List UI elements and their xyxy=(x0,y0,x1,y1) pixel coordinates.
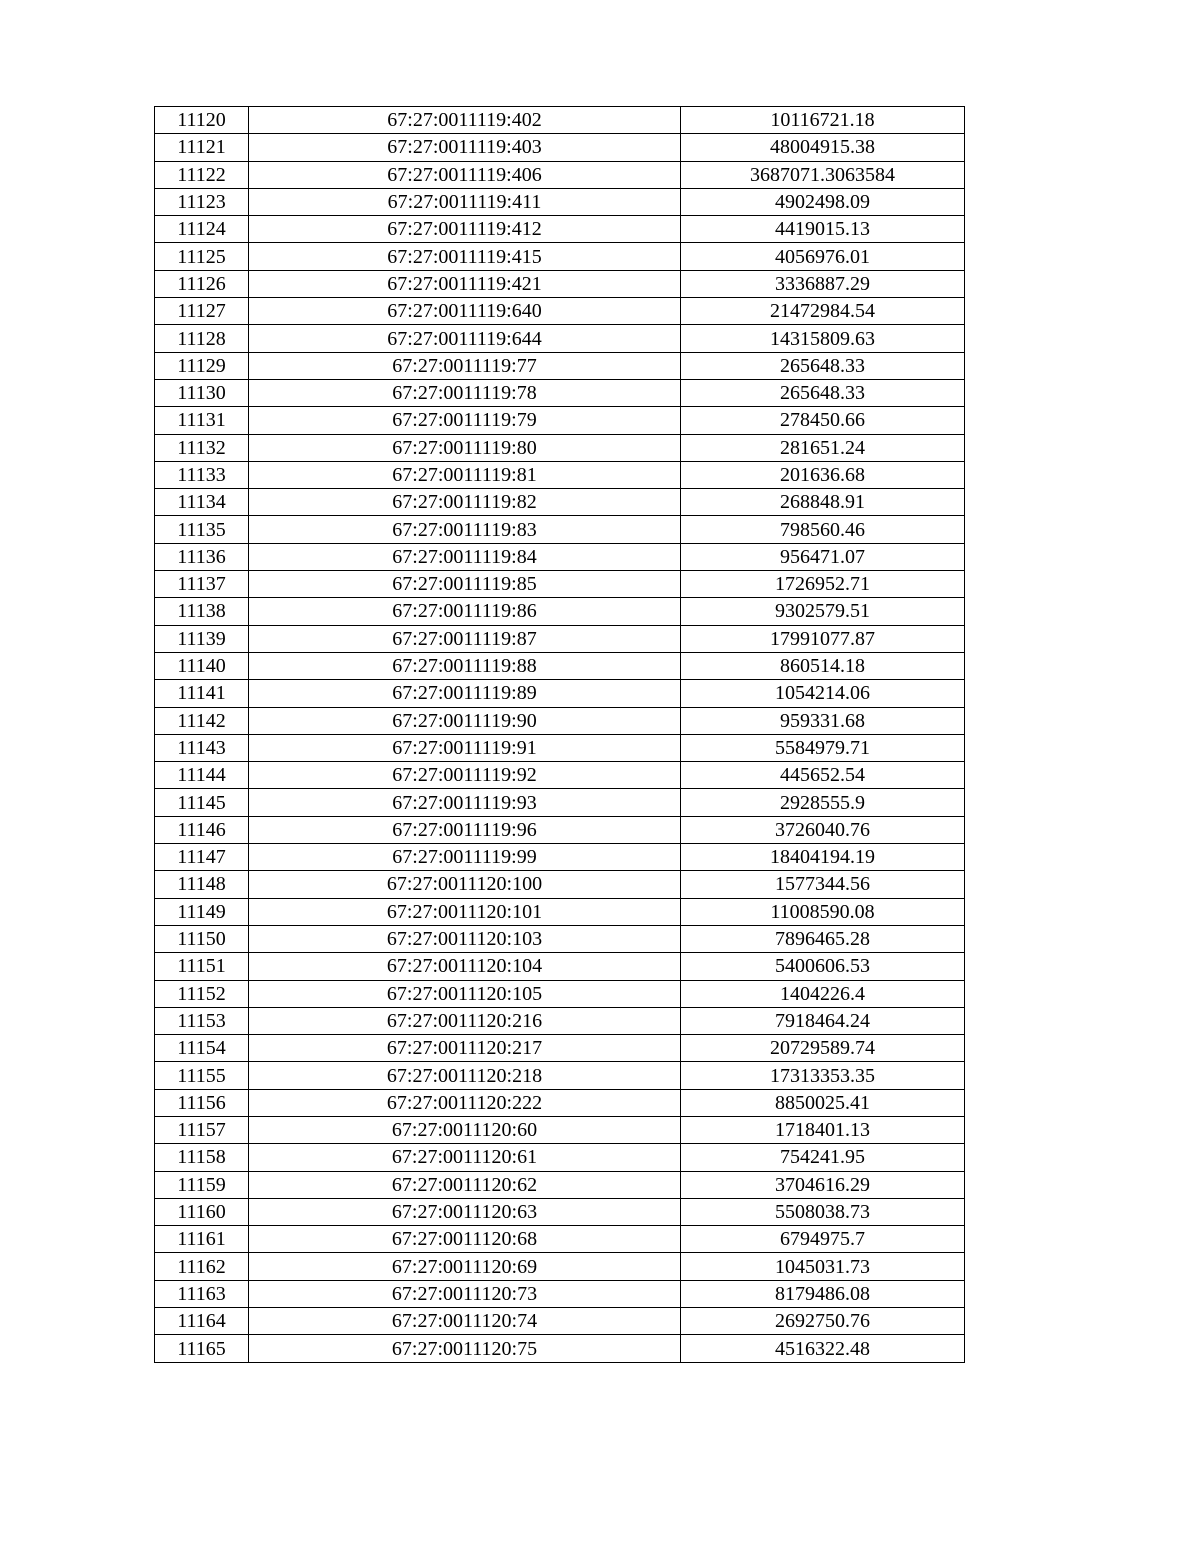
table-row xyxy=(155,898,965,925)
table-row xyxy=(155,571,965,598)
table-row xyxy=(155,1007,965,1034)
cadastral-value-table xyxy=(154,106,965,1363)
cadastral-number-cell: 67:27:0011119:403 xyxy=(249,134,681,161)
cadastral-value-cell: 17991077.87 xyxy=(681,625,965,652)
cadastral-value-cell: 48004915.38 xyxy=(681,134,965,161)
cadastral-value-cell: 265648.33 xyxy=(681,352,965,379)
cadastral-value-cell: 21472984.54 xyxy=(681,298,965,325)
row-number-cell: 11153 xyxy=(155,1007,249,1034)
table-row xyxy=(155,270,965,297)
cadastral-value-cell: 201636.68 xyxy=(681,461,965,488)
cadastral-number-cell: 67:27:0011120:63 xyxy=(249,1198,681,1225)
cadastral-number-cell: 67:27:0011119:85 xyxy=(249,571,681,598)
cadastral-value-cell: 3687071.3063584 xyxy=(681,161,965,188)
row-number-cell: 11158 xyxy=(155,1144,249,1171)
cadastral-number-cell: 67:27:0011119:96 xyxy=(249,816,681,843)
cadastral-number-cell: 67:27:0011120:217 xyxy=(249,1035,681,1062)
table-row xyxy=(155,980,965,1007)
cadastral-value-cell: 798560.46 xyxy=(681,516,965,543)
table-row xyxy=(155,844,965,871)
cadastral-number-cell: 67:27:0011119:92 xyxy=(249,762,681,789)
table-row xyxy=(155,216,965,243)
cadastral-value-cell: 268848.91 xyxy=(681,489,965,516)
row-number-cell: 11148 xyxy=(155,871,249,898)
table-row xyxy=(155,243,965,270)
table-row xyxy=(155,325,965,352)
cadastral-value-cell: 4902498.09 xyxy=(681,188,965,215)
cadastral-number-cell: 67:27:0011119:90 xyxy=(249,707,681,734)
cadastral-value-cell: 9302579.51 xyxy=(681,598,965,625)
cadastral-number-cell: 67:27:0011119:411 xyxy=(249,188,681,215)
cadastral-value-cell: 959331.68 xyxy=(681,707,965,734)
row-number-cell: 11133 xyxy=(155,461,249,488)
cadastral-number-cell: 67:27:0011120:222 xyxy=(249,1089,681,1116)
table-row xyxy=(155,298,965,325)
cadastral-value-cell: 265648.33 xyxy=(681,379,965,406)
cadastral-value-cell: 7918464.24 xyxy=(681,1007,965,1034)
cadastral-value-cell: 3704616.29 xyxy=(681,1171,965,1198)
row-number-cell: 11142 xyxy=(155,707,249,734)
row-number-cell: 11157 xyxy=(155,1116,249,1143)
table-row xyxy=(155,1308,965,1335)
row-number-cell: 11159 xyxy=(155,1171,249,1198)
row-number-cell: 11135 xyxy=(155,516,249,543)
row-number-cell: 11136 xyxy=(155,543,249,570)
cadastral-value-cell: 4419015.13 xyxy=(681,216,965,243)
cadastral-number-cell: 67:27:0011119:406 xyxy=(249,161,681,188)
table-row xyxy=(155,1144,965,1171)
table-row xyxy=(155,1253,965,1280)
table-row xyxy=(155,1335,965,1362)
table-row xyxy=(155,489,965,516)
cadastral-value-cell: 281651.24 xyxy=(681,434,965,461)
row-number-cell: 11131 xyxy=(155,407,249,434)
table-row xyxy=(155,434,965,461)
cadastral-number-cell: 67:27:0011119:79 xyxy=(249,407,681,434)
row-number-cell: 11134 xyxy=(155,489,249,516)
row-number-cell: 11128 xyxy=(155,325,249,352)
row-number-cell: 11141 xyxy=(155,680,249,707)
table-row xyxy=(155,188,965,215)
table-row xyxy=(155,1198,965,1225)
row-number-cell: 11120 xyxy=(155,107,249,134)
cadastral-value-cell: 2928555.9 xyxy=(681,789,965,816)
cadastral-number-cell: 67:27:0011119:91 xyxy=(249,734,681,761)
table-row xyxy=(155,953,965,980)
table-row xyxy=(155,816,965,843)
table-body xyxy=(155,107,965,1363)
cadastral-number-cell: 67:27:0011119:89 xyxy=(249,680,681,707)
cadastral-number-cell: 67:27:0011120:105 xyxy=(249,980,681,1007)
cadastral-number-cell: 67:27:0011119:412 xyxy=(249,216,681,243)
table-row xyxy=(155,461,965,488)
table-row xyxy=(155,1089,965,1116)
row-number-cell: 11138 xyxy=(155,598,249,625)
table-row xyxy=(155,1280,965,1307)
row-number-cell: 11144 xyxy=(155,762,249,789)
table-row xyxy=(155,379,965,406)
table-row xyxy=(155,516,965,543)
row-number-cell: 11150 xyxy=(155,925,249,952)
cadastral-value-cell: 860514.18 xyxy=(681,652,965,679)
cadastral-number-cell: 67:27:0011119:88 xyxy=(249,652,681,679)
row-number-cell: 11145 xyxy=(155,789,249,816)
cadastral-value-cell: 956471.07 xyxy=(681,543,965,570)
table-row xyxy=(155,734,965,761)
cadastral-value-cell: 2692750.76 xyxy=(681,1308,965,1335)
cadastral-value-cell: 1404226.4 xyxy=(681,980,965,1007)
cadastral-number-cell: 67:27:0011119:86 xyxy=(249,598,681,625)
cadastral-value-cell: 3726040.76 xyxy=(681,816,965,843)
cadastral-value-cell: 5508038.73 xyxy=(681,1198,965,1225)
cadastral-value-cell: 3336887.29 xyxy=(681,270,965,297)
cadastral-number-cell: 67:27:0011120:60 xyxy=(249,1116,681,1143)
table-row xyxy=(155,762,965,789)
row-number-cell: 11155 xyxy=(155,1062,249,1089)
table-row xyxy=(155,107,965,134)
cadastral-value-cell: 1718401.13 xyxy=(681,1116,965,1143)
cadastral-number-cell: 67:27:0011120:100 xyxy=(249,871,681,898)
cadastral-number-cell: 67:27:0011119:78 xyxy=(249,379,681,406)
row-number-cell: 11140 xyxy=(155,652,249,679)
cadastral-number-cell: 67:27:0011119:82 xyxy=(249,489,681,516)
cadastral-number-cell: 67:27:0011119:402 xyxy=(249,107,681,134)
cadastral-value-cell: 6794975.7 xyxy=(681,1226,965,1253)
row-number-cell: 11151 xyxy=(155,953,249,980)
table-row xyxy=(155,925,965,952)
cadastral-number-cell: 67:27:0011119:93 xyxy=(249,789,681,816)
row-number-cell: 11126 xyxy=(155,270,249,297)
row-number-cell: 11163 xyxy=(155,1280,249,1307)
table-row xyxy=(155,871,965,898)
row-number-cell: 11127 xyxy=(155,298,249,325)
table-row xyxy=(155,707,965,734)
cadastral-number-cell: 67:27:0011120:61 xyxy=(249,1144,681,1171)
cadastral-value-cell: 1577344.56 xyxy=(681,871,965,898)
row-number-cell: 11137 xyxy=(155,571,249,598)
row-number-cell: 11160 xyxy=(155,1198,249,1225)
cadastral-number-cell: 67:27:0011120:218 xyxy=(249,1062,681,1089)
cadastral-value-cell: 14315809.63 xyxy=(681,325,965,352)
cadastral-number-cell: 67:27:0011119:99 xyxy=(249,844,681,871)
table-row xyxy=(155,543,965,570)
cadastral-number-cell: 67:27:0011120:62 xyxy=(249,1171,681,1198)
cadastral-number-cell: 67:27:0011119:415 xyxy=(249,243,681,270)
cadastral-number-cell: 67:27:0011120:101 xyxy=(249,898,681,925)
table-row xyxy=(155,1062,965,1089)
cadastral-number-cell: 67:27:0011120:216 xyxy=(249,1007,681,1034)
cadastral-number-cell: 67:27:0011119:644 xyxy=(249,325,681,352)
cadastral-value-cell: 10116721.18 xyxy=(681,107,965,134)
row-number-cell: 11149 xyxy=(155,898,249,925)
row-number-cell: 11152 xyxy=(155,980,249,1007)
table-row xyxy=(155,161,965,188)
cadastral-number-cell: 67:27:0011120:75 xyxy=(249,1335,681,1362)
table-row xyxy=(155,625,965,652)
cadastral-number-cell: 67:27:0011120:73 xyxy=(249,1280,681,1307)
table-row xyxy=(155,407,965,434)
cadastral-value-cell: 4056976.01 xyxy=(681,243,965,270)
row-number-cell: 11124 xyxy=(155,216,249,243)
row-number-cell: 11122 xyxy=(155,161,249,188)
cadastral-number-cell: 67:27:0011119:77 xyxy=(249,352,681,379)
row-number-cell: 11147 xyxy=(155,844,249,871)
table-row xyxy=(155,1116,965,1143)
cadastral-number-cell: 67:27:0011120:74 xyxy=(249,1308,681,1335)
row-number-cell: 11156 xyxy=(155,1089,249,1116)
row-number-cell: 11132 xyxy=(155,434,249,461)
row-number-cell: 11154 xyxy=(155,1035,249,1062)
cadastral-value-cell: 278450.66 xyxy=(681,407,965,434)
row-number-cell: 11129 xyxy=(155,352,249,379)
table-row xyxy=(155,598,965,625)
cadastral-number-cell: 67:27:0011119:80 xyxy=(249,434,681,461)
cadastral-value-cell: 445652.54 xyxy=(681,762,965,789)
cadastral-value-cell: 1054214.06 xyxy=(681,680,965,707)
table-row xyxy=(155,652,965,679)
table-row xyxy=(155,352,965,379)
cadastral-number-cell: 67:27:0011120:69 xyxy=(249,1253,681,1280)
cadastral-number-cell: 67:27:0011119:83 xyxy=(249,516,681,543)
row-number-cell: 11165 xyxy=(155,1335,249,1362)
row-number-cell: 11125 xyxy=(155,243,249,270)
cadastral-number-cell: 67:27:0011119:640 xyxy=(249,298,681,325)
cadastral-value-cell: 20729589.74 xyxy=(681,1035,965,1062)
cadastral-value-cell: 17313353.35 xyxy=(681,1062,965,1089)
row-number-cell: 11130 xyxy=(155,379,249,406)
row-number-cell: 11121 xyxy=(155,134,249,161)
cadastral-number-cell: 67:27:0011119:87 xyxy=(249,625,681,652)
row-number-cell: 11162 xyxy=(155,1253,249,1280)
cadastral-value-cell: 5584979.71 xyxy=(681,734,965,761)
cadastral-value-cell: 11008590.08 xyxy=(681,898,965,925)
row-number-cell: 11164 xyxy=(155,1308,249,1335)
cadastral-value-cell: 8179486.08 xyxy=(681,1280,965,1307)
cadastral-value-cell: 4516322.48 xyxy=(681,1335,965,1362)
table-row xyxy=(155,1226,965,1253)
row-number-cell: 11143 xyxy=(155,734,249,761)
cadastral-value-cell: 1726952.71 xyxy=(681,571,965,598)
cadastral-number-cell: 67:27:0011120:68 xyxy=(249,1226,681,1253)
cadastral-value-cell: 18404194.19 xyxy=(681,844,965,871)
row-number-cell: 11146 xyxy=(155,816,249,843)
table-row xyxy=(155,134,965,161)
table-row xyxy=(155,680,965,707)
cadastral-number-cell: 67:27:0011120:103 xyxy=(249,925,681,952)
cadastral-value-cell: 8850025.41 xyxy=(681,1089,965,1116)
row-number-cell: 11161 xyxy=(155,1226,249,1253)
table-row xyxy=(155,1171,965,1198)
cadastral-value-cell: 5400606.53 xyxy=(681,953,965,980)
cadastral-number-cell: 67:27:0011119:84 xyxy=(249,543,681,570)
row-number-cell: 11139 xyxy=(155,625,249,652)
cadastral-number-cell: 67:27:0011119:421 xyxy=(249,270,681,297)
table-row xyxy=(155,789,965,816)
row-number-cell: 11123 xyxy=(155,188,249,215)
table-row xyxy=(155,1035,965,1062)
cadastral-value-cell: 1045031.73 xyxy=(681,1253,965,1280)
cadastral-value-cell: 7896465.28 xyxy=(681,925,965,952)
cadastral-number-cell: 67:27:0011119:81 xyxy=(249,461,681,488)
cadastral-value-cell: 754241.95 xyxy=(681,1144,965,1171)
cadastral-number-cell: 67:27:0011120:104 xyxy=(249,953,681,980)
